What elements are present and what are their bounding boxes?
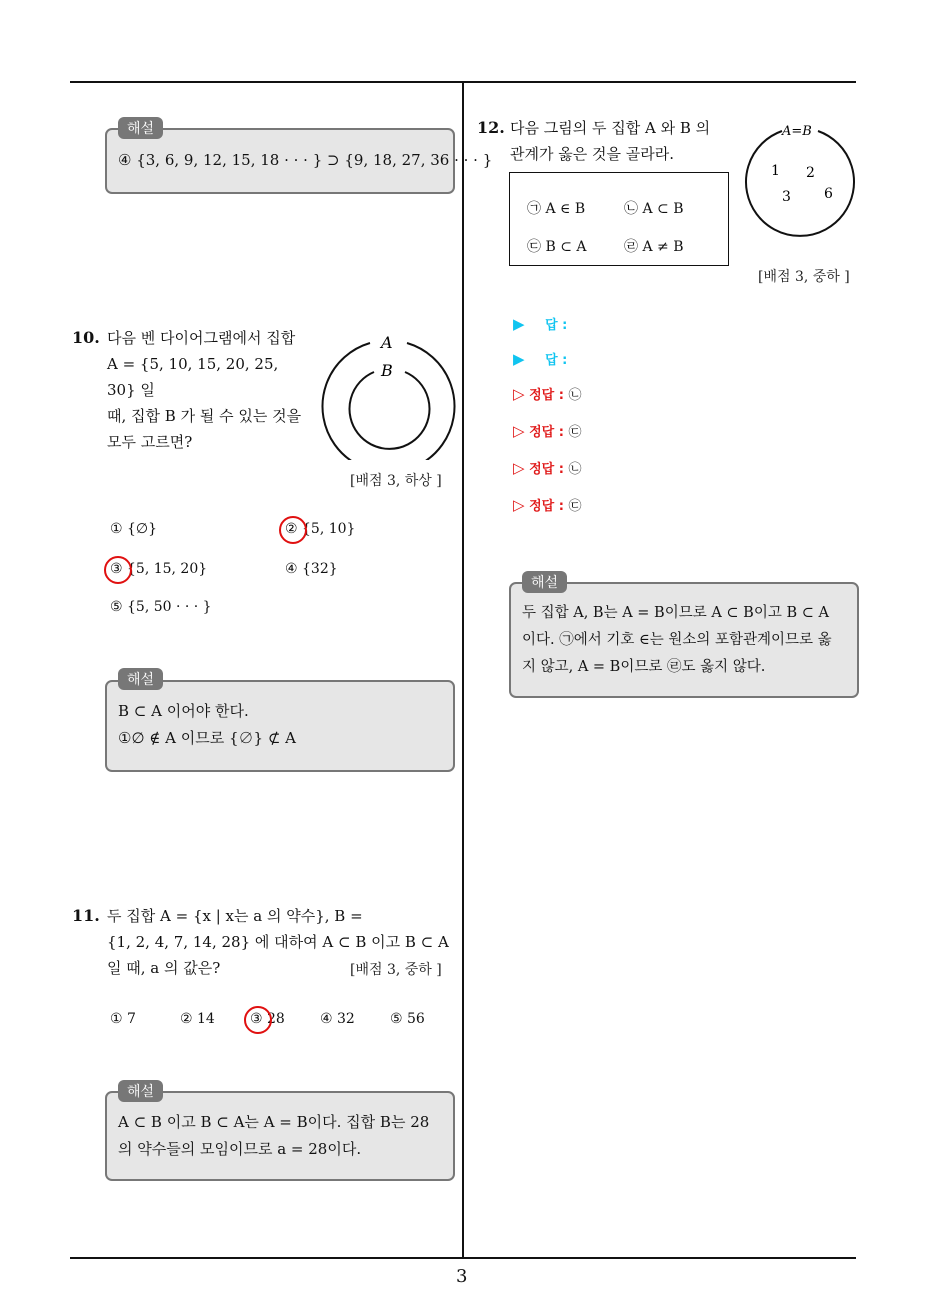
explanation-tag: 해설	[118, 1080, 163, 1102]
page-number: 3	[456, 1266, 468, 1287]
choice-3[interactable]: ③ {5, 15, 20}	[110, 561, 208, 577]
inner-set-label: B	[381, 361, 393, 380]
correct-answer	[513, 384, 581, 403]
venn-diagram-q10	[318, 330, 458, 460]
correct-answer	[513, 458, 581, 477]
option-d[interactable]: ㉣ A ≠ B	[624, 239, 684, 255]
correct-value: ㉡	[568, 462, 582, 477]
answer-prompt[interactable]	[513, 314, 567, 333]
choice-3[interactable]: ③ 28	[250, 1011, 285, 1027]
question-line: 모두 고르면?	[107, 433, 193, 451]
question-text	[510, 115, 740, 167]
bottom-rule	[70, 1257, 856, 1259]
score-label: [배점 3, 중하 ]	[758, 269, 850, 285]
element: 6	[824, 186, 833, 202]
play-outline-icon: ▷	[513, 422, 525, 440]
correct-label: 정답 :	[529, 462, 564, 477]
choice-1[interactable]: ① 7	[110, 1011, 136, 1027]
venn-diagram-q12	[744, 120, 856, 240]
correct-label: 정답 :	[529, 425, 564, 440]
explanation-line: 두 집합 A, B는 A = B이므로 A ⊂ B이고 B ⊂ A	[522, 605, 829, 621]
question-text	[107, 325, 307, 455]
set-label: A=B	[782, 124, 812, 139]
explanation-line: B ⊂ A 이어야 한다.	[118, 702, 249, 720]
selected-mark	[244, 1006, 272, 1034]
question-number: 10.	[72, 328, 100, 347]
choice-1[interactable]: ① {∅}	[110, 521, 158, 537]
choice-4[interactable]: ④ 32	[320, 1011, 355, 1027]
explanation-text	[522, 600, 852, 681]
play-outline-icon: ▷	[513, 459, 525, 477]
question-line: 관계가 옳은 것을 골라라.	[510, 145, 674, 163]
question-line: A = {5, 10, 15, 20, 25, 30} 일	[107, 355, 279, 399]
choice-2[interactable]: ② {5, 10}	[285, 521, 356, 537]
explanation-line: A ⊂ B 이고 B ⊂ A는 A = B이다. 집합 B는 28	[118, 1113, 430, 1131]
score-label: [배점 3, 하상 ]	[350, 473, 442, 489]
choice-4[interactable]: ④ {32}	[285, 561, 338, 577]
option-c[interactable]: ㉢ B ⊂ A	[527, 239, 587, 255]
choice-5[interactable]: ⑤ 56	[390, 1011, 425, 1027]
column-divider	[462, 82, 464, 1258]
question-line: 다음 벤 다이어그램에서 집합	[107, 329, 296, 347]
correct-answer	[513, 495, 581, 514]
explanation-tag: 해설	[522, 571, 567, 593]
play-icon: ▶	[513, 315, 525, 333]
question-line: 때, 집합 B 가 될 수 있는 것을	[107, 407, 302, 425]
option-a[interactable]: ㉠ A ∈ B	[527, 201, 586, 217]
question-line: 다음 그림의 두 집합 A 와 B 의	[510, 119, 711, 137]
score-label: [배점 3, 중하 ]	[350, 962, 442, 978]
set-circle	[746, 131, 854, 236]
explanation-tag: 해설	[118, 668, 163, 690]
explanation-text: ④ {3, 6, 9, 12, 15, 18 · · · } ⊃ {9, 18, 27, 36 · · · }	[118, 151, 493, 169]
correct-answer	[513, 421, 581, 440]
element: 1	[771, 163, 780, 179]
question-line: {1, 2, 4, 7, 14, 28} 에 대하여 A ⊂ B 이고 B ⊂ A	[107, 933, 449, 951]
element: 3	[782, 189, 791, 205]
answer-label: 답 :	[545, 353, 568, 368]
selected-mark	[279, 516, 307, 544]
correct-value: ㉢	[568, 425, 582, 440]
selected-mark	[104, 556, 132, 584]
question-number: 11.	[72, 906, 100, 925]
question-line: 두 집합 A = {x | x는 a 의 약수}, B =	[107, 907, 363, 925]
option-b[interactable]: ㉡ A ⊂ B	[624, 201, 684, 217]
outer-set-label: A	[381, 333, 393, 352]
correct-label: 정답 :	[529, 499, 564, 514]
explanation-line: ①∅ ∉ A 이므로 {∅} ⊄ A	[118, 729, 297, 747]
inner-set-circle	[350, 372, 430, 449]
answer-prompt[interactable]	[513, 349, 567, 368]
explanation-line: 의 약수들의 모임이므로 a = 28이다.	[118, 1140, 362, 1158]
explanation-line: 지 않고, A = B이므로 ㉣도 옳지 않다.	[522, 659, 766, 675]
play-outline-icon: ▷	[513, 385, 525, 403]
question-line: 일 때, a 의 값은?	[107, 959, 221, 977]
correct-value: ㉡	[568, 388, 582, 403]
play-outline-icon: ▷	[513, 496, 525, 514]
answer-label: 답 :	[545, 318, 568, 333]
choice-2[interactable]: ② 14	[180, 1011, 215, 1027]
explanation-text	[118, 1109, 429, 1163]
explanation-tag: 해설	[118, 117, 163, 139]
question-number: 12.	[477, 118, 505, 137]
explanation-line: 이다. ㉠에서 기호 ∈는 원소의 포함관계이므로 옳	[522, 632, 832, 648]
correct-value: ㉢	[568, 499, 582, 514]
element: 2	[806, 165, 815, 181]
explanation-text	[118, 698, 296, 752]
play-icon: ▶	[513, 350, 525, 368]
correct-label: 정답 :	[529, 388, 564, 403]
choice-5[interactable]: ⑤ {5, 50 · · · }	[110, 599, 212, 615]
